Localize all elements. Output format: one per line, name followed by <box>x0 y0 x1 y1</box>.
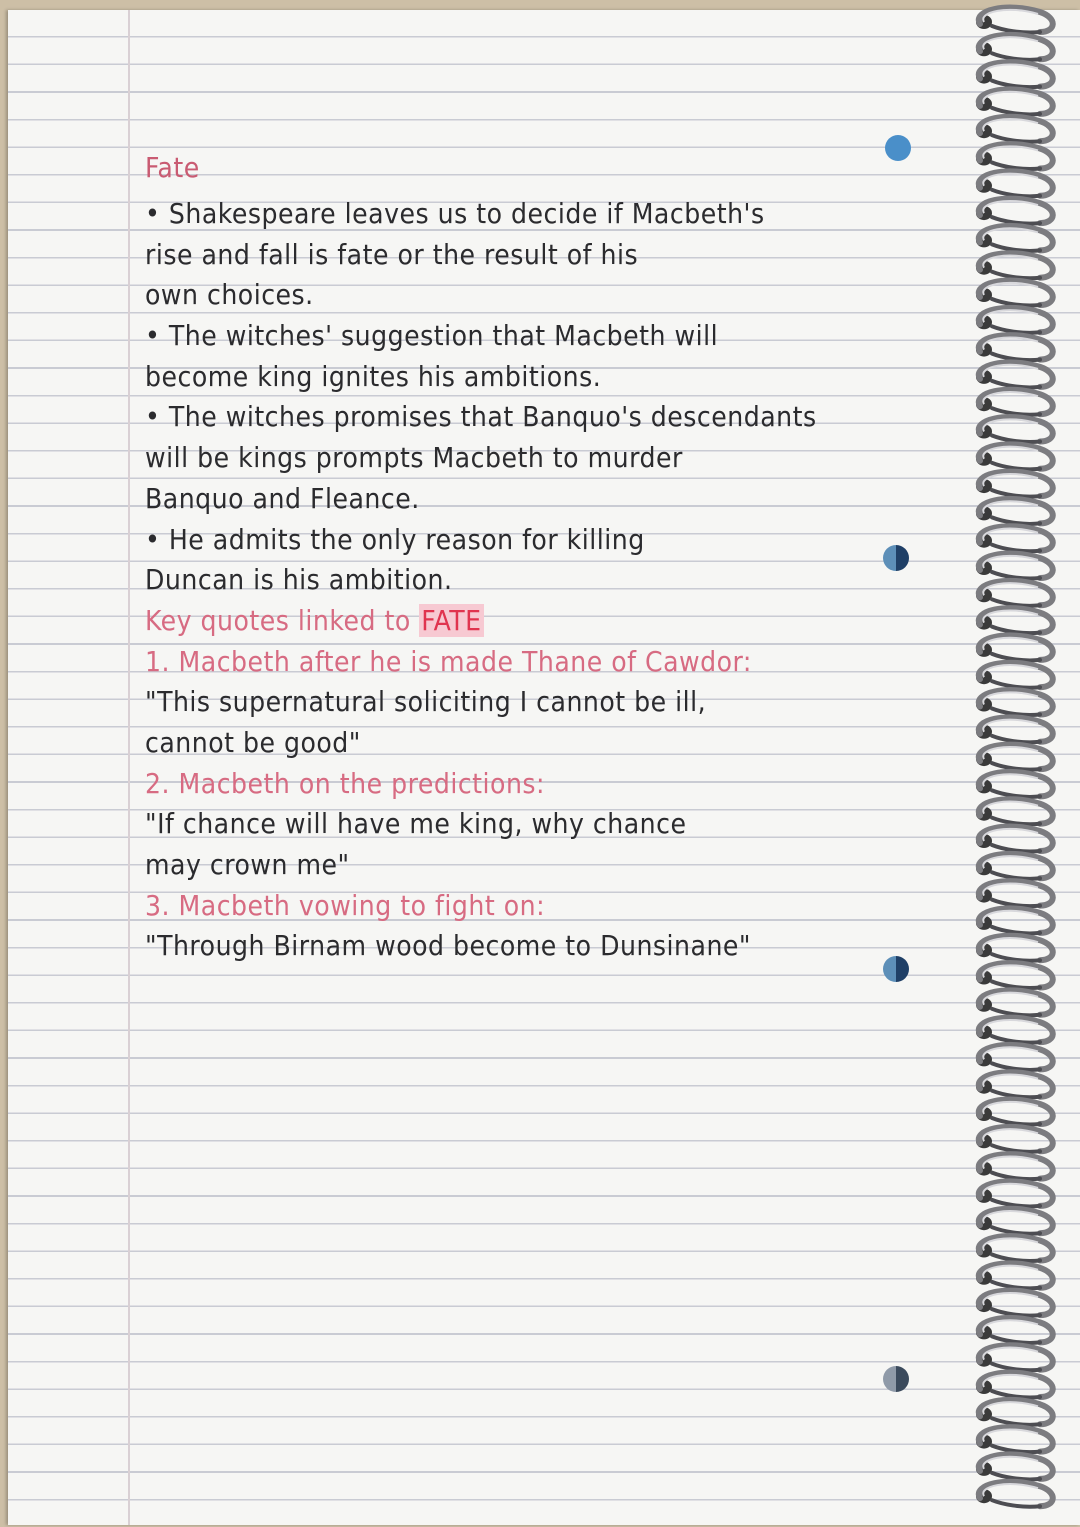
spiral-coil <box>976 963 1053 988</box>
quote-label: 1. Macbeth after he is made Thane of Cawdor: <box>145 644 752 678</box>
spiral-coil <box>976 581 1053 606</box>
quote-line: may crown me" <box>145 848 350 881</box>
spiral-coil <box>976 990 1053 1015</box>
spiral-coil <box>976 1482 1053 1507</box>
spiral-coil <box>976 1100 1053 1125</box>
spiral-coil <box>976 8 1053 33</box>
spiral-coil <box>976 554 1053 579</box>
spiral-coil <box>976 1127 1053 1152</box>
spiral-coil <box>976 1018 1053 1043</box>
quote-label: 2. Macbeth on the predictions: <box>145 766 546 800</box>
quotes-heading <box>145 601 965 642</box>
spiral-coil <box>976 663 1053 688</box>
spiral-coil <box>976 1427 1053 1452</box>
bullet-line: • He admits the only reason for killing <box>145 520 965 561</box>
spiral-coil <box>976 690 1053 715</box>
bullet-line: • The witches' suggestion that Macbeth will <box>145 316 965 357</box>
spiral-coil <box>976 936 1053 961</box>
spiral-coil <box>976 1345 1053 1370</box>
quote-line: cannot be good" <box>145 725 361 759</box>
bullet-line: • The witches promises that Banquo's descendants <box>145 397 965 438</box>
spiral-coil <box>976 526 1053 551</box>
spiral-coil <box>976 1263 1053 1288</box>
spiral-coil <box>976 89 1053 114</box>
spiral-coil <box>976 335 1053 360</box>
spiral-coil <box>976 1209 1053 1234</box>
bullet-line: rise and fall is fate or the result of his <box>145 237 639 271</box>
spiral-coil <box>976 745 1053 770</box>
spiral-coil <box>976 827 1053 852</box>
spiral-coil <box>976 117 1053 142</box>
spiral-coil <box>976 854 1053 879</box>
notes-heading: Fate <box>145 151 200 184</box>
spiral-coil <box>976 281 1053 306</box>
bullet-line: • Shakespeare leaves us to decide if Macbeth's <box>145 194 965 235</box>
spiral-coil <box>976 199 1053 224</box>
bullet-line: Banquo and Fleance. <box>145 481 420 515</box>
spiral-coil <box>976 1318 1053 1343</box>
punch-hole-icon <box>883 1366 909 1392</box>
spiral-coil <box>976 144 1053 169</box>
spiral-coil <box>976 635 1053 660</box>
spiral-coil <box>976 499 1053 524</box>
spiral-coil <box>976 226 1053 251</box>
spiral-coil <box>976 444 1053 469</box>
spiral-coil <box>976 35 1053 60</box>
quote-line: "If chance will have me king, why chance <box>145 807 687 841</box>
spiral-coil <box>976 472 1053 497</box>
quote-label: 3. Macbeth vowing to fight on: <box>145 888 546 922</box>
quotes-heading-highlight: FATE <box>421 603 482 637</box>
spiral-coil <box>976 417 1053 442</box>
spiral-coil <box>976 362 1053 387</box>
spiral-coil <box>976 881 1053 906</box>
spiral-coil <box>976 608 1053 633</box>
spiral-coil <box>976 1045 1053 1070</box>
spiral-coil <box>976 1373 1053 1398</box>
spiral-coil <box>976 1454 1053 1479</box>
bullet-line: own choices. <box>145 278 314 312</box>
spiral-coil <box>976 799 1053 824</box>
quote-line: "Through Birnam wood become to Dunsinane" <box>145 929 751 963</box>
quotes-heading-text: Key quotes linked to <box>145 603 411 637</box>
spiral-coil <box>976 772 1053 797</box>
spiral-coil <box>976 171 1053 196</box>
spiral-coil <box>976 1154 1053 1179</box>
spiral-coil <box>976 308 1053 333</box>
bullet-line: Duncan is his ambition. <box>145 563 453 597</box>
spiral-coil <box>976 717 1053 742</box>
bullet-line: will be kings prompts Macbeth to murder <box>145 441 683 475</box>
bullet-line: become king ignites his ambitions. <box>145 359 602 393</box>
spiral-coil <box>976 1072 1053 1097</box>
quote-line: "This supernatural soliciting I cannot be ill, <box>145 685 707 719</box>
spiral-coil <box>976 908 1053 933</box>
handwritten-notes <box>145 148 965 967</box>
spiral-coil <box>976 390 1053 415</box>
spiral-coil <box>976 1236 1053 1261</box>
spiral-coil <box>976 253 1053 278</box>
margin-line <box>128 10 130 1525</box>
spiral-coil <box>976 1400 1053 1425</box>
spiral-coil <box>976 1181 1053 1206</box>
spiral-binding-icon <box>962 0 1072 1527</box>
spiral-coil <box>976 1291 1053 1316</box>
spiral-coil <box>976 62 1053 87</box>
